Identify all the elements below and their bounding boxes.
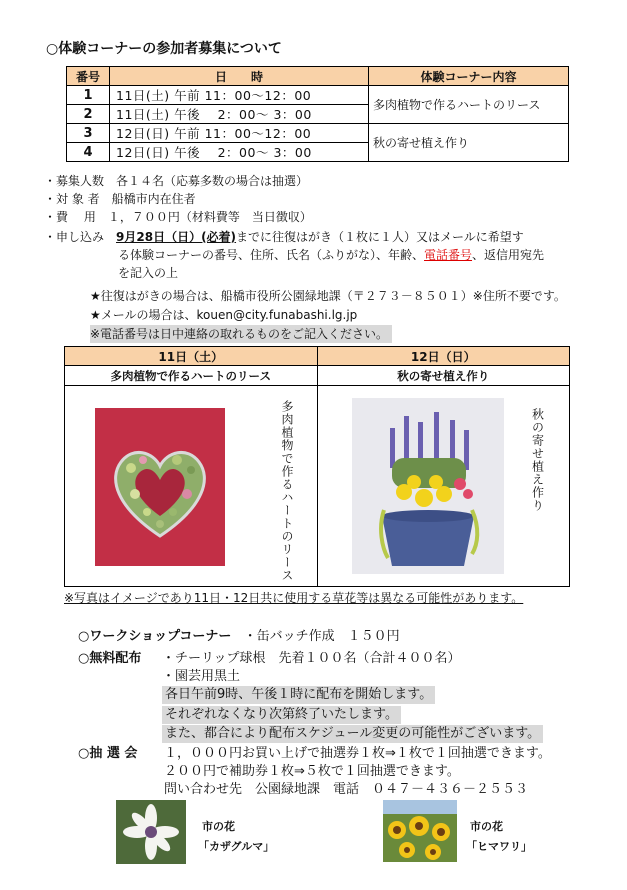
day1-caption: 多肉植物で作るハートのリース — [65, 366, 318, 386]
fee-line: ・費 用 １，７００円（材料費等 当日徴収） — [44, 210, 312, 224]
day2-caption: 秋の寄せ植え作り — [317, 366, 570, 386]
phone-note: ※電話番号は日中連絡の取れるものをご記入ください。 — [90, 325, 392, 343]
col-number: 番号 — [67, 67, 110, 86]
col-datetime: 日 時 — [110, 67, 369, 86]
lottery-line-2: ２００円で補助券１枚⇒５枚で１回抽選できます。 — [164, 764, 460, 779]
target-line: ・対 象 者 船橋市内在住者 — [44, 192, 196, 206]
day1-header: 11日（土） — [65, 347, 318, 366]
distribution-item-1: ・チーリップ球根 先着１００名（合計４００名） — [162, 651, 461, 666]
wreath-photo-cell — [65, 386, 318, 587]
lottery-label: ○抽 選 会 — [78, 746, 138, 761]
table-row: 4 12日(日) 午後 2：00～ 3：00 — [67, 143, 569, 162]
lottery-line-1: １，０００円お買い上げで抽選券１枚⇒１枚で１回抽選できます。 — [164, 746, 551, 761]
photo-table — [64, 346, 570, 587]
distribution-label: ○無料配布 — [78, 651, 142, 666]
email-note: ★メールの場合は、kouen@city.funabashi.lg.jp — [90, 308, 358, 322]
apply-line: ・申し込み 9月28日（日）(必着)までに往復はがき（１枚に１人）又はメールに希望す — [44, 230, 524, 244]
content-planting: 秋の寄せ植え作り — [369, 124, 569, 162]
page-title: ○体験コーナーの参加者募集について — [46, 41, 282, 57]
table-row: 2 11日(土) 午後 2：00～ 3：00 — [67, 105, 569, 124]
distribution-item-2: ・園芸用黒土 — [162, 669, 241, 684]
distribution-line-2: それぞれなくなり次第終了いたします。 — [162, 706, 401, 724]
heart-wreath-image — [95, 408, 225, 566]
city-flower-label-1: 市の花 — [202, 820, 235, 833]
day2-header: 12日（日） — [317, 347, 570, 366]
postcard-note: ★往復はがきの場合は、船橋市役所公園緑地課（〒２７３－８５０１）※住所不要です。 — [90, 289, 566, 303]
distribution-line-3: また、都合により配布スケジュール変更の可能性がございます。 — [162, 725, 543, 743]
table-row: 3 12日(日) 午前 11：00～12：00 秋の寄せ植え作り — [67, 124, 569, 143]
content-wreath: 多肉植物で作るハートのリース — [369, 86, 569, 124]
capacity-line: ・募集人数 各１４名（応募多数の場合は抽選） — [44, 174, 309, 188]
wreath-vertical-label: 多肉植物で作るハートのリース — [280, 400, 294, 582]
kazaguruma-flower-image — [116, 800, 186, 864]
planting-photo-cell — [317, 386, 570, 587]
himawari-flower-image — [383, 800, 457, 862]
table-row: 1 11日(土) 午前 11：00～12：00 多肉植物で作るハートのリース — [67, 86, 569, 105]
city-flower-label-2: 市の花 — [470, 820, 503, 833]
photo-note: ※写真はイメージであり11日・12日共に使用する草花等は異なる可能性があります。 — [64, 591, 524, 605]
apply-line-3: を記入の上 — [118, 266, 179, 280]
workshop-label: ○ワークショップコーナー — [78, 629, 232, 644]
schedule-table — [66, 66, 569, 162]
fall-planting-image — [352, 398, 504, 574]
col-content: 体験コーナー内容 — [369, 67, 569, 86]
workshop-section: ○ワークショップコーナー ・缶バッチ作成 １５０円 — [78, 629, 400, 644]
city-flower-name-1: 「カザグルマ」 — [198, 840, 275, 853]
distribution-line-1: 各日午前9時、午後１時に配布を開始します。 — [162, 686, 435, 704]
contact-line: 問い合わせ先 公園緑地課 電話 ０４７－４３６－２５５３ — [164, 782, 529, 797]
apply-line-2: る体験コーナーの番号、住所、氏名（ふりがな）、年齢、電話番号、返信用宛先 — [118, 248, 545, 262]
phone-number-emphasis: 電話番号 — [424, 248, 473, 262]
planting-vertical-label: 秋の寄せ植え作り — [530, 408, 545, 512]
apply-deadline: 9月28日（日）(必着) — [116, 230, 237, 244]
city-flower-name-2: 「ヒマワリ」 — [466, 840, 532, 853]
